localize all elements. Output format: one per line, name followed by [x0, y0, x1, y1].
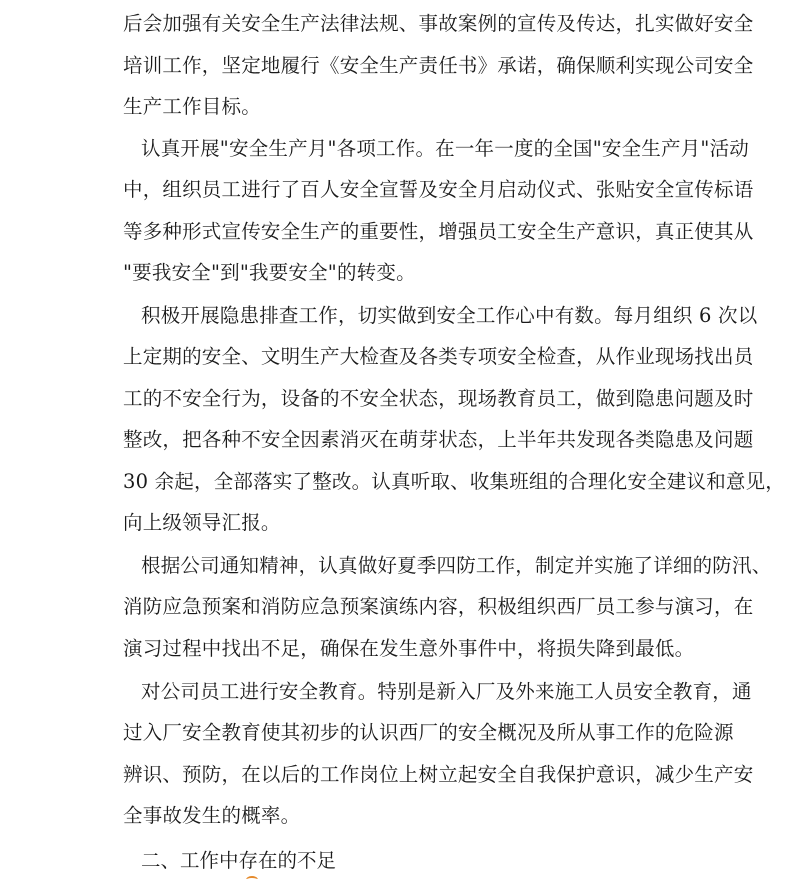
text-line: 消防应急预案和消防应急预案演练内容，积极组织西厂员工参与演习，在	[123, 595, 754, 618]
text-line: 演习过程中找出不足，确保在发生意外事件中，将损失降到最低。	[123, 637, 695, 660]
text-line: 30 余起，全部落实了整改。认真听取、收集班组的合理化安全建议和意见，	[123, 470, 786, 493]
text-line: 后会加强有关安全生产法律法规、事故案例的宣传及传达，扎实做好安全	[123, 12, 754, 35]
text-line: 工的不安全行为，设备的不安全状态，现场教育员工，做到隐患问题及时	[123, 387, 754, 410]
text-line: 积极开展隐患排查工作，切实做到安全工作心中有数。每月组织 6 次以	[141, 304, 758, 327]
text-line: 根据公司通知精神，认真做好夏季四防工作，制定并实施了详细的防汛、	[141, 554, 772, 577]
text-line: 辨识、预防，在以后的工作岗位上树立起安全自我保护意识，减少生产安	[123, 763, 754, 786]
text-line: 培训工作，坚定地履行《安全生产责任书》承诺，确保顺利实现公司安全	[123, 54, 754, 77]
text-line: 认真开展"安全生产月"各项工作。在一年一度的全国"安全生产月"活动	[141, 137, 749, 160]
text-line: 生产工作目标。	[123, 95, 261, 118]
text-line: 等多种形式宣传安全生产的重要性，增强员工安全生产意识，真正使其从	[123, 220, 754, 243]
text-line: 向上级领导汇报。	[123, 511, 281, 534]
text-line: 过入厂安全教育使其初步的认识西厂的安全概况及所从事工作的危险源	[123, 721, 734, 744]
text-line: 上定期的安全、文明生产大检查及各类专项安全检查，从作业现场找出员	[123, 345, 754, 368]
text-line: "要我安全"到"我要安全"的转变。	[123, 261, 416, 284]
text-line: 整改，把各种不安全因素消灭在萌芽状态，上半年共发现各类隐患及问题	[123, 428, 754, 451]
text-line: 对公司员工进行安全教育。特别是新入厂及外来施工人员安全教育，通	[141, 680, 752, 703]
text-line: 中，组织员工进行了百人安全宣誓及安全月启动仪式、张贴安全宣传标语	[123, 178, 754, 201]
text-line: 全事故发生的概率。	[123, 804, 301, 827]
section-heading: 二、工作中存在的不足	[141, 849, 337, 872]
